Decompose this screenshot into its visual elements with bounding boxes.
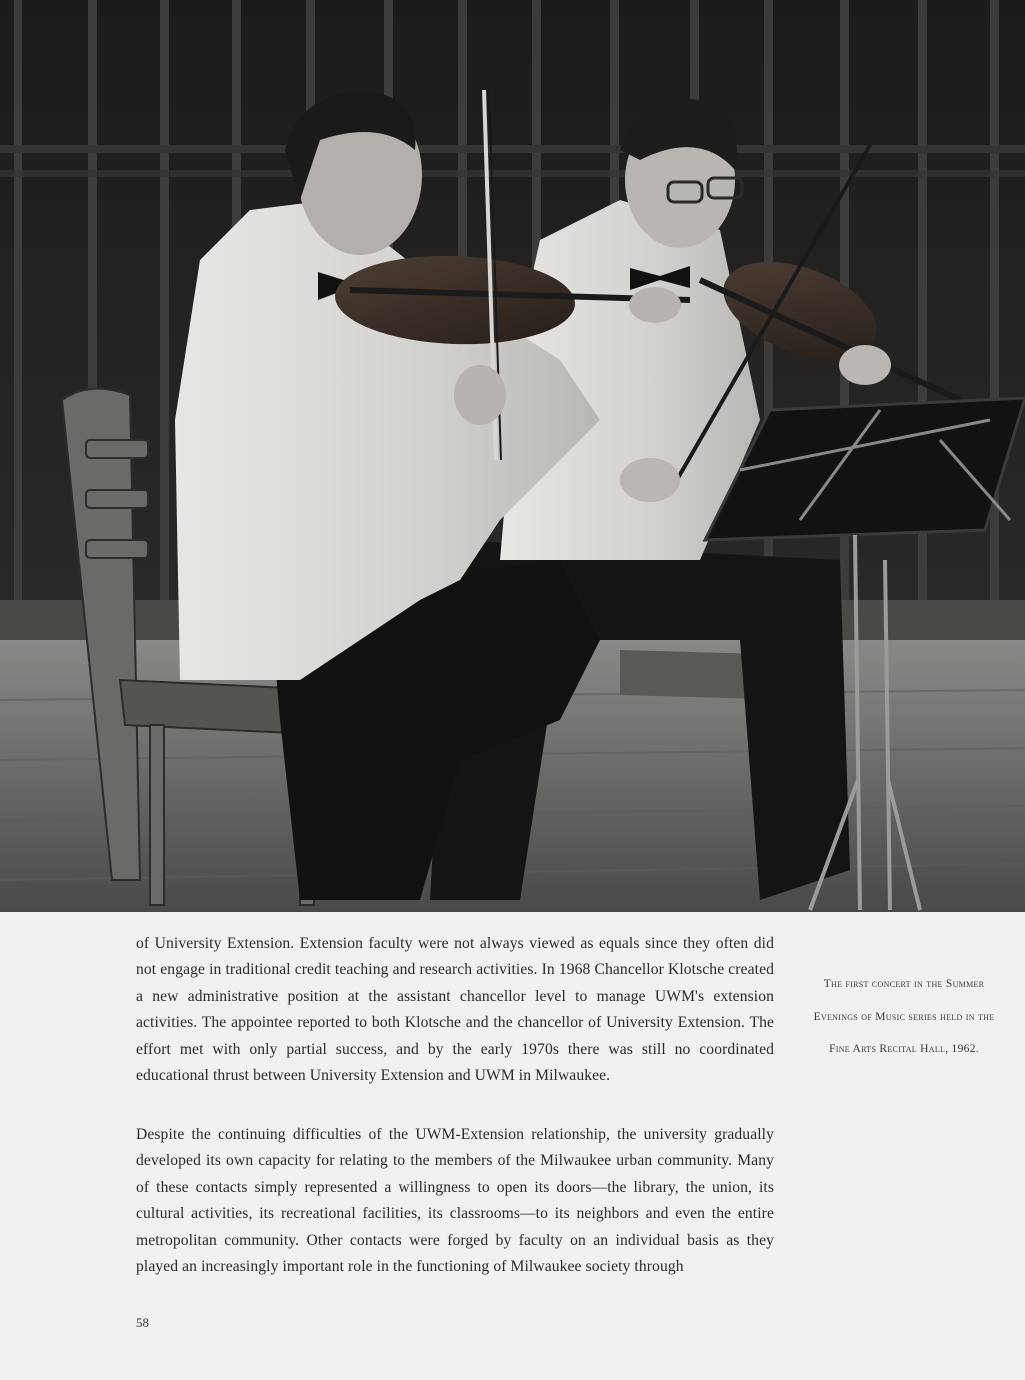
paragraph-text: Despite the continuing difficulties of the UWM-Extension relationship, the university gradually developed its own capacity for relating to the members of the Milwaukee urban community. Many of these contacts simply represented a willingness to open its doors—the library, the union, its cultural activities, its recreational facilities, its classrooms—to its neighbors and even the entire metropolitan community. Other contacts were forged by faculty on an individual basis as they played an increasingly important role in the functioning of Milwaukee society through [136, 1126, 774, 1276]
body-paragraph-1 [136, 931, 774, 1089]
paragraph-text: of University Extension. Extension faculty were not always viewed as equals since they often did not engage in traditional credit teaching and research activities. In 1968 Chancellor Klotsche created a new administrative position at the assistant chancellor level to manage UWM's extension activities. The appointee reported to both Klotsche and the chancellor of University Extension. The effort met with only partial success, and by the early 1970s there was still no coordinated educational thrust between University Extension and UWM in Milwaukee. [136, 935, 774, 1085]
page-number: 58 [136, 1315, 149, 1330]
photo-caption [808, 968, 1000, 1066]
body-paragraph-2 [136, 1122, 774, 1280]
caption-text: The first concert in the Summer Evenings of Music series held in the Fine Arts Recital Hall, 1962. [813, 978, 995, 1056]
